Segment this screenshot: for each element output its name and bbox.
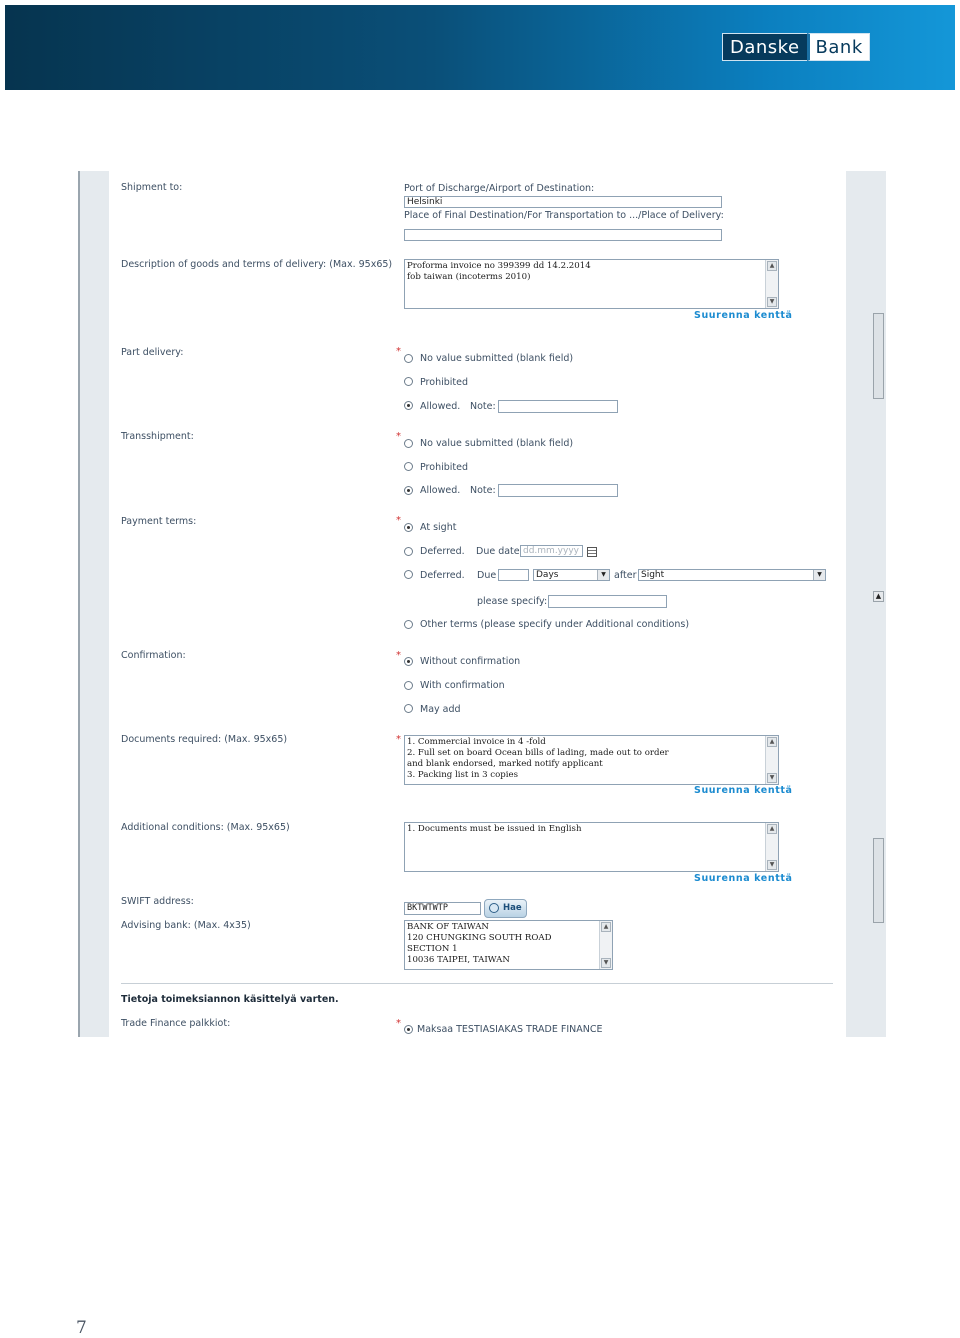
enlarge-additional-link[interactable]: Suurenna kenttä (694, 873, 793, 884)
chevron-down-icon[interactable]: ▼ (597, 570, 609, 580)
transshipment-prohibited-radio[interactable] (404, 462, 413, 471)
scroll-up-arrow-icon[interactable]: ▲ (873, 591, 884, 602)
confirmation-may-add-text: May add (420, 704, 461, 715)
additional-line: 1. Documents must be issued in English (407, 824, 582, 834)
payment-other-text: Other terms (please specify under Additional conditions) (420, 619, 690, 630)
advising-line: 120 CHUNGKING SOUTH ROAD (407, 933, 552, 943)
due-date-input[interactable]: dd.mm.yyyy (520, 545, 583, 557)
advising-line: SECTION 1 (407, 944, 458, 954)
description-textarea[interactable] (404, 259, 779, 309)
search-button[interactable] (484, 899, 527, 918)
scroll-up-icon[interactable]: ▲ (767, 261, 777, 271)
transshipment-prohibited-text: Prohibited (420, 462, 469, 473)
danske-bank-logo (722, 33, 870, 61)
fees-label: Trade Finance palkkiot: (121, 1018, 231, 1029)
transshipment-allowed-text: Allowed. (420, 485, 461, 496)
section-divider (121, 983, 833, 984)
scroll-up-icon[interactable]: ▲ (767, 824, 777, 834)
scroll-up-icon[interactable]: ▲ (601, 922, 611, 932)
part-delivery-note-label: Note: (470, 401, 496, 412)
required-asterisk: * (396, 650, 401, 661)
textarea-scrollbar[interactable] (765, 823, 778, 871)
payment-deferred-date-text: Deferred. (420, 546, 465, 557)
scroll-down-icon[interactable]: ▼ (767, 297, 777, 307)
required-asterisk: * (396, 346, 401, 357)
transshipment-blank-radio[interactable] (404, 439, 413, 448)
scroll-up-icon[interactable]: ▲ (767, 737, 777, 747)
required-asterisk: * (396, 431, 401, 442)
enlarge-description-link[interactable]: Suurenna kenttä (694, 310, 793, 321)
shipment-label: Shipment to: (121, 182, 183, 193)
payment-terms-label: Payment terms: (121, 516, 197, 527)
required-asterisk: * (396, 1018, 401, 1029)
description-line: fob taiwan (incoterms 2010) (407, 272, 531, 282)
final-destination-label: Place of Final Destination/For Transportation to .../Place of Delivery: (404, 210, 724, 221)
confirmation-without-radio[interactable] (404, 657, 413, 666)
advising-bank-label: Advising bank: (Max. 4x35) (121, 920, 251, 931)
scroll-down-icon[interactable]: ▼ (767, 773, 777, 783)
after-value: Sight (641, 570, 665, 580)
transshipment-label: Transshipment: (121, 431, 194, 442)
textarea-scrollbar[interactable] (765, 736, 778, 784)
additional-textarea[interactable] (404, 822, 779, 872)
calendar-icon[interactable] (587, 547, 597, 557)
part-delivery-prohibited-text: Prohibited (420, 377, 469, 388)
payment-deferred-due-text: Deferred. (420, 570, 465, 581)
chevron-down-icon[interactable]: ▼ (813, 570, 825, 580)
part-delivery-note-input[interactable] (498, 400, 618, 413)
due-unit-select[interactable] (533, 569, 610, 581)
due-label: Due (477, 570, 497, 581)
transshipment-blank-text: No value submitted (blank field) (420, 438, 574, 449)
due-date-label: Due date (476, 546, 520, 557)
confirmation-with-radio[interactable] (404, 681, 413, 690)
part-delivery-allowed-radio[interactable] (404, 401, 413, 410)
part-delivery-blank-radio[interactable] (404, 354, 413, 363)
payment-other-radio[interactable] (404, 620, 413, 629)
transshipment-note-label: Note: (470, 485, 496, 496)
transshipment-allowed-radio[interactable] (404, 486, 413, 495)
advising-bank-textarea[interactable] (404, 920, 613, 970)
payment-at-sight-radio[interactable] (404, 523, 413, 532)
part-delivery-label: Part delivery: (121, 347, 184, 358)
logo-left-text: Danske (722, 33, 807, 61)
port-label: Port of Discharge/Airport of Destination: (404, 183, 595, 194)
please-specify-input[interactable] (548, 595, 667, 608)
required-asterisk: * (396, 734, 401, 745)
textarea-scrollbar[interactable] (599, 921, 612, 969)
confirmation-may-add-radio[interactable] (404, 704, 413, 713)
search-button-label: Hae (503, 903, 522, 913)
payment-deferred-due-radio[interactable] (404, 570, 413, 579)
documents-line: 2. Full set on board Ocean bills of lading, made out to order (407, 748, 669, 758)
documents-label: Documents required: (Max. 95x65) (121, 734, 288, 745)
confirmation-without-text: Without confirmation (420, 656, 521, 667)
enlarge-documents-link[interactable]: Suurenna kenttä (694, 785, 793, 796)
section-title: Tietoja toimeksiannon käsittelyä varten. (121, 994, 339, 1005)
scroll-down-icon[interactable]: ▼ (767, 860, 777, 870)
please-specify-label: please specify: (477, 596, 548, 607)
documents-line: 1. Commercial invoice in 4 -fold (407, 737, 546, 747)
advising-line: BANK OF TAIWAN (407, 922, 489, 932)
required-asterisk: * (396, 515, 401, 526)
scroll-down-icon[interactable]: ▼ (601, 958, 611, 968)
documents-line: 3. Packing list in 3 copies (407, 770, 519, 780)
due-days-input[interactable] (498, 569, 529, 581)
after-label: after (614, 570, 637, 581)
globe-icon (489, 903, 499, 913)
fees-radio[interactable] (404, 1025, 413, 1034)
left-margin-bar (78, 171, 109, 1037)
due-unit-value: Days (536, 570, 559, 580)
scrollbar-thumb-upper[interactable] (873, 313, 884, 399)
after-select[interactable] (638, 569, 826, 581)
swift-input[interactable]: BKTWTWTP (404, 902, 481, 915)
additional-label: Additional conditions: (Max. 95x65) (121, 822, 290, 833)
part-delivery-prohibited-radio[interactable] (404, 377, 413, 386)
swift-label: SWIFT address: (121, 896, 194, 907)
textarea-scrollbar[interactable] (765, 260, 778, 308)
payment-at-sight-text: At sight (420, 522, 457, 533)
documents-textarea[interactable] (404, 735, 779, 785)
port-input[interactable]: Helsinki (404, 196, 722, 208)
documents-line: and blank endorsed, marked notify applicant (407, 759, 603, 769)
advising-line: 10036 TAIPEI, TAIWAN (407, 955, 510, 965)
payment-deferred-date-radio[interactable] (404, 547, 413, 556)
description-label: Description of goods and terms of delivery: (Max. 95x65) (121, 259, 393, 270)
page-number: 7 (76, 1318, 87, 1338)
scrollbar-thumb-lower[interactable] (873, 838, 884, 923)
part-delivery-blank-text: No value submitted (blank field) (420, 353, 574, 364)
confirmation-with-text: With confirmation (420, 680, 505, 691)
transshipment-note-input[interactable] (498, 484, 618, 497)
confirmation-label: Confirmation: (121, 650, 186, 661)
description-line: Proforma invoice no 399399 dd 14.2.2014 (407, 261, 591, 271)
part-delivery-allowed-text: Allowed. (420, 401, 461, 412)
logo-right-text: Bank (807, 33, 870, 61)
final-destination-input[interactable] (404, 229, 722, 241)
fees-option-text: Maksaa TESTIASIAKAS TRADE FINANCE (417, 1024, 603, 1035)
